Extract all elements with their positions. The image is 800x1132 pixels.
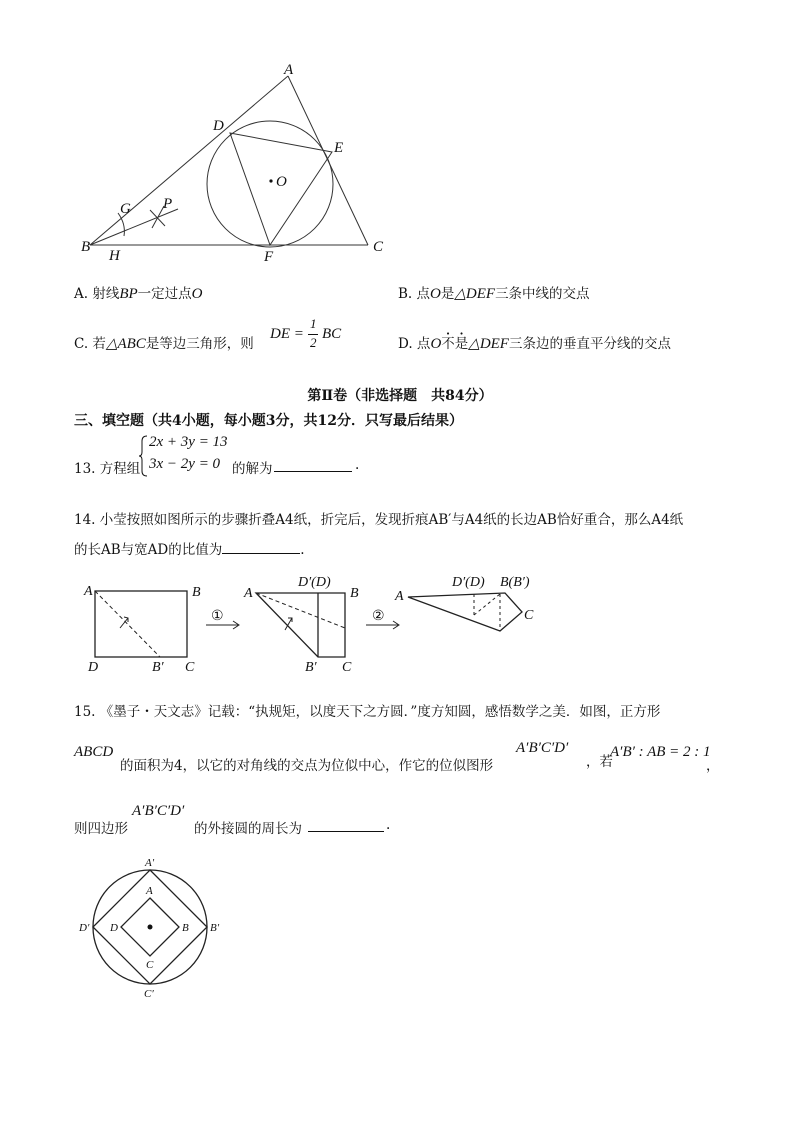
option-d: D. 点O不是△DEF三条边的垂直平分线的交点 <box>398 336 671 352</box>
a4-folding-figure <box>80 576 560 676</box>
fig-Cprime: C′ <box>144 988 154 1000</box>
fig2-C: C <box>342 660 352 675</box>
fig-A: A <box>146 885 153 897</box>
fig-Bprime: B′ <box>210 922 220 934</box>
q14-answer-blank[interactable] <box>222 541 300 554</box>
label-G: G <box>120 201 131 217</box>
fig2-B: B <box>350 586 359 601</box>
fig1-A: A <box>84 584 93 599</box>
q14-line2: 的长AB与宽AD的比值为 . <box>74 542 305 558</box>
fig3-A: A <box>395 589 404 604</box>
q14-line1: 14. 小莹按照如图所示的步骤折叠A4纸，折完后，发现折痕AB′与A4纸的长边AB恰好重合，那么A4纸 <box>74 512 684 528</box>
fig1-B: B <box>192 585 201 600</box>
section-2-title: 第Ⅱ卷（非选择题 共84分） <box>307 388 493 404</box>
fig-Dprime: D′ <box>79 922 90 934</box>
fig2-DprimeD: D′(D) <box>298 576 331 590</box>
incircle-triangle-figure <box>75 55 405 270</box>
fig2-A: A <box>244 586 253 601</box>
fig1-Bprime: B′ <box>152 660 164 675</box>
option-b: B. 点O是△DEF三条中线的交点 <box>398 286 590 302</box>
q15-answer-blank[interactable] <box>308 819 384 832</box>
label-F: F <box>264 249 274 265</box>
label-A: A <box>284 62 294 78</box>
label-O: O <box>276 174 287 190</box>
fig1-C: C <box>185 660 195 675</box>
fig-D: D <box>110 922 118 934</box>
fig1-D: D <box>88 660 99 675</box>
fig3-C: C <box>524 608 534 623</box>
label-B: B <box>81 239 91 255</box>
q15-line1: 15. 《墨子・天文志》记载：“执规矩，以度天下之方圆．”度方知圆，感悟数学之美．如图，正方形 <box>74 704 661 720</box>
label-D: D <box>213 118 224 134</box>
q13-answer-blank[interactable] <box>274 459 352 472</box>
q15-line2: ABCD 的面积为4，以它的对角线的交点为位似中心，作它的位似图形 A′B′C′D′ ，若 A′B′ : AB = 2 : 1 ， <box>74 740 720 774</box>
q13-eq2: 3x − 2y = 0 <box>149 456 221 472</box>
fig2-Bprime: B′ <box>305 660 317 675</box>
brace-icon <box>138 435 148 477</box>
q13-eq1: 2x + 3y = 13 <box>149 434 228 450</box>
label-C: C <box>373 239 384 255</box>
fig3-DprimeD: D′(D) <box>452 576 485 590</box>
label-H: H <box>109 248 120 264</box>
fig-Aprime: A′ <box>145 857 155 869</box>
label-P: P <box>163 196 173 212</box>
q13: 13. 方程组 2x + 3y = 13 3x − 2y = 0 的解为 . <box>74 434 360 477</box>
fig-B: B <box>182 922 189 934</box>
label-E: E <box>334 140 344 156</box>
q15-line3: 则四边形 A′B′C′D′ 的外接圆的周长为 . <box>74 803 391 837</box>
step2-label: ② <box>372 609 385 624</box>
fig-C: C <box>146 959 154 971</box>
fig3-BBprime: B(B′) <box>500 576 530 590</box>
step1-label: ① <box>211 609 224 624</box>
homothety-squares-figure <box>75 852 235 1002</box>
option-c: C. 若△ABC是等边三角形，则 <box>74 336 254 352</box>
option-a: A. 射线BP一定过点O <box>74 286 203 302</box>
section-3-title: 三、填空题（共4小题，每小题3分，共12分．只写最后结果） <box>74 413 463 429</box>
